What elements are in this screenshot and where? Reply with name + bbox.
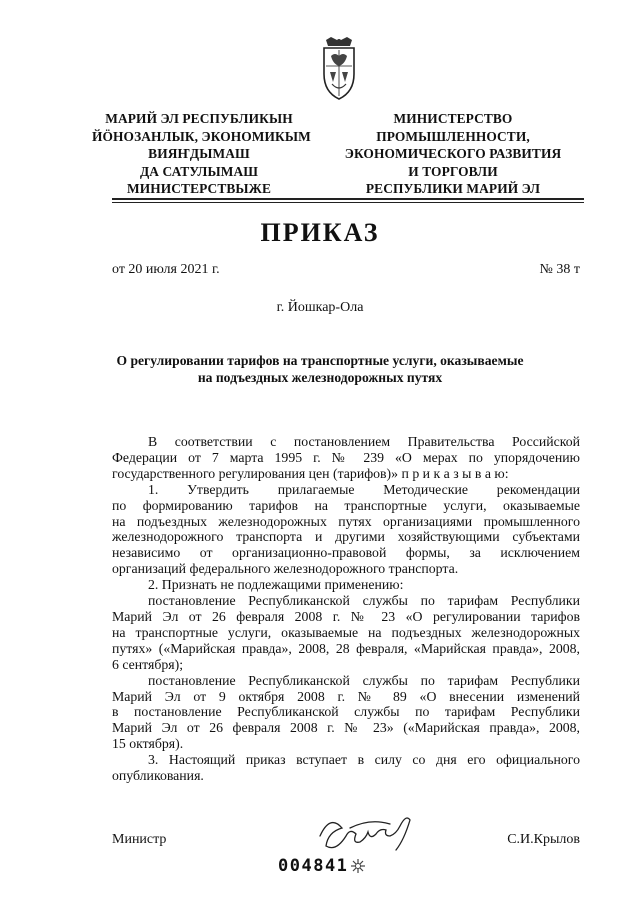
document-number: № 38 т — [539, 262, 580, 277]
body-line: 2. Признать не подлежащими применению: — [148, 577, 404, 593]
body-line: постановление Республиканской службы по тарифам Республики — [148, 593, 580, 609]
signatory-name: С.И.Крылов — [507, 832, 580, 847]
body-line: постановление Республиканской службы по тарифам Республики — [148, 672, 580, 688]
header-left-line: МИНИСТЕРСТВЫЖЕ — [126, 181, 271, 197]
document-body — [112, 434, 580, 784]
body-line: путях» («Марийская правда», 2008, 28 февраля, «Марийская правда», 2008, — [112, 640, 580, 656]
body-line: организаций федерального железнодорожного транспорта. — [112, 561, 459, 577]
header-right-line: И ТОРГОВЛИ — [408, 163, 498, 179]
signatory-title: Министр — [112, 832, 167, 847]
body-line: железнодорожного транспорта и другими хозяйствующими субъектами — [112, 529, 580, 545]
header-left-line: ВИЯҤДЫМАШ — [148, 146, 250, 162]
document-type-title: ПРИКАЗ — [260, 218, 380, 247]
coat-of-arms-emblem — [318, 36, 360, 102]
body-line: опубликования. — [112, 768, 204, 784]
header-right-russian — [338, 110, 568, 198]
body-line: Федерации от 7 марта 1995 г. № 239 «О мерах по упорядочению — [112, 449, 580, 465]
body-line: Марий Эл от 26 февраля 2008 г. № 23 «О регулировании тарифов — [112, 608, 580, 624]
header-left-line: ДА САТУЛЫМАШ — [139, 163, 259, 179]
body-line: на подъездных железнодорожных путях организациями промышленного — [112, 513, 580, 529]
header-left-line: ЙӦНОЗАНЛЫК, ЭКОНОМИКЫМ — [92, 128, 311, 144]
header-left-kazakh-mari — [92, 110, 311, 198]
body-line: В соответствии с постановлением Правительства Российской — [148, 434, 580, 449]
document-date: от 20 июля 2021 г. — [112, 262, 220, 277]
body-line: 3. Настоящий приказ вступает в силу со дня его официального — [148, 752, 580, 768]
body-line: на транспортные услуги, оказываемые на подъездных железнодорожных — [112, 624, 580, 640]
body-line: Марий Эл от 9 октября 2008 г. № 89 «О внесении изменений — [112, 688, 580, 704]
body-line: 6 сентября); — [112, 656, 184, 672]
serial-number: 004841 — [278, 856, 349, 876]
header-left-line: МАРИЙ ЭЛ РЕСПУБЛИКЫН — [105, 111, 293, 126]
subject-line: на подъездных железнодорожных путях — [197, 370, 443, 385]
subject-line: О регулировании тарифов на транспортные услуги, оказываемые — [116, 353, 524, 368]
document-subject — [0, 352, 640, 386]
header-divider-thin — [112, 202, 584, 203]
body-line: независимо от организационно-правовой формы, за исключением — [112, 545, 580, 561]
body-line: по формированию тарифов на транспортные услуги, оказываемые — [112, 497, 580, 513]
header-right-line: МИНИСТЕРСТВО — [393, 111, 513, 126]
document-city: г. Йошкар-Ола — [276, 300, 364, 315]
body-line: 1. Утвердить прилагаемые Методические рекомендации — [148, 481, 580, 497]
body-line: Марий Эл от 26 февраля 2008 г. № 23» («Марийская правда», 2008, — [112, 720, 580, 736]
body-line: государственного регулирования цен (тарифов)» п р и к а з ы в а ю: — [112, 465, 509, 481]
header-divider-thick — [112, 198, 584, 200]
serial-star-icon — [350, 858, 366, 874]
body-line: 15 октября). — [112, 736, 184, 752]
body-line: в постановление Республиканской службы по тарифам Республики — [112, 704, 580, 720]
header-right-line: РЕСПУБЛИКИ МАРИЙ ЭЛ — [365, 181, 541, 197]
header-right-line: ПРОМЫШЛЕННОСТИ, — [376, 128, 530, 144]
header-right-line: ЭКОНОМИЧЕСКОГО РАЗВИТИЯ — [344, 146, 562, 162]
